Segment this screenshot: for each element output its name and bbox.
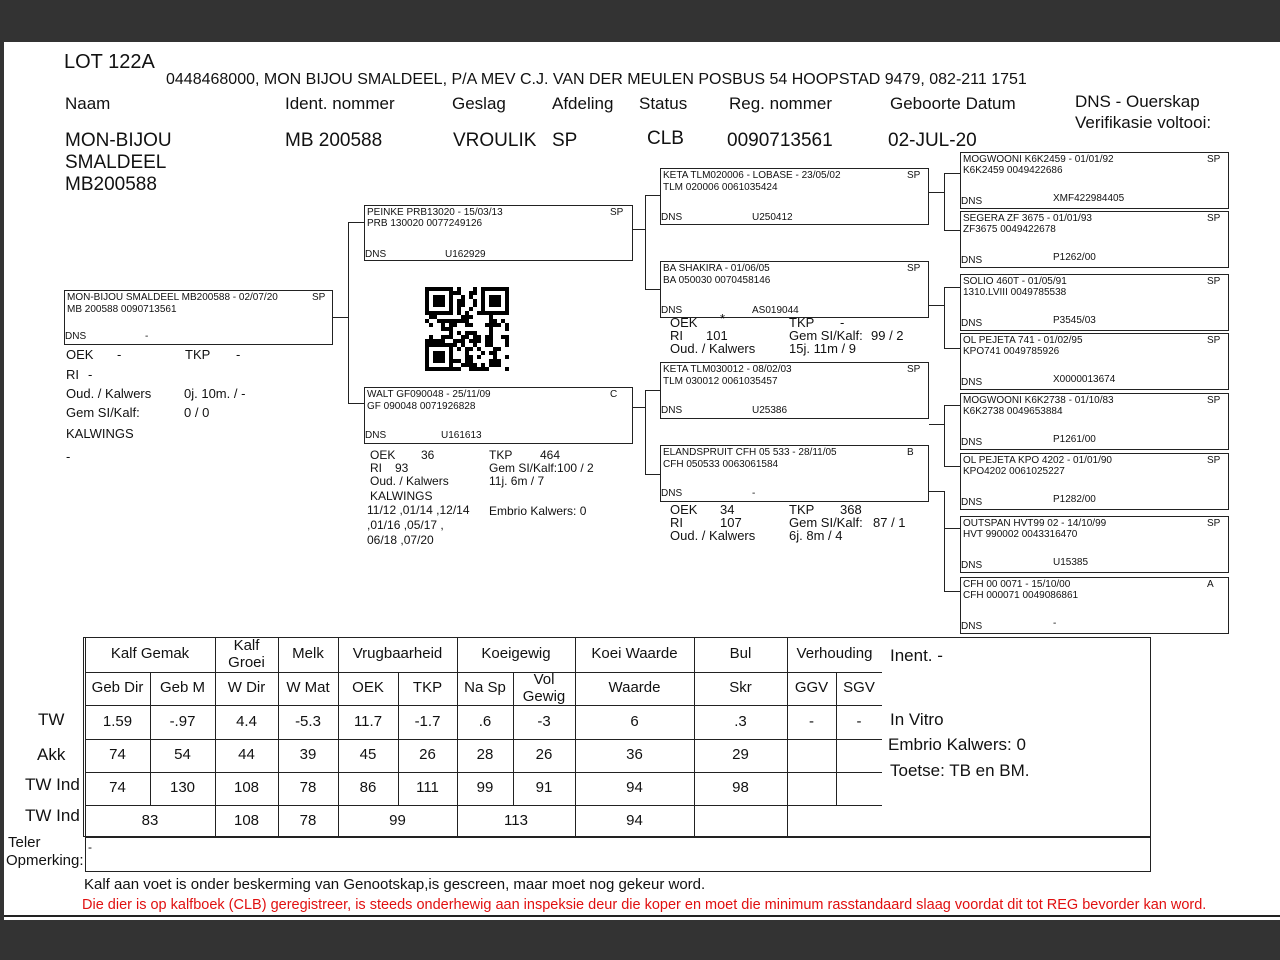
dam-kalwings-3: 06/18 ,07/20 <box>367 533 434 547</box>
self-dns-label: DNS <box>65 331 87 342</box>
ggp-ids: ZF3675 0049422678 <box>963 224 1056 235</box>
table-cell-tw: 11.7 <box>353 712 383 730</box>
gp2-title: BA SHAKIRA - 01/06/05 <box>663 263 770 274</box>
ggp-title: SEGERA ZF 3675 - 01/01/93 <box>963 213 1092 224</box>
dam-gem: Gem SI/Kalf:100 / 2 <box>489 461 594 475</box>
table-cell-tw: -.97 <box>169 712 196 730</box>
table-cell-twind: 99 <box>476 779 494 797</box>
pedigree-ggp-box <box>960 577 1229 634</box>
dam-tag: C <box>610 389 618 400</box>
toetse-label: Toetse: TB en BM. <box>890 761 1030 780</box>
ggp-tag: SP <box>1207 518 1221 529</box>
self-oek: - <box>117 347 122 362</box>
connector <box>944 173 945 231</box>
ggp-ids: KPO4202 0061025227 <box>963 466 1065 477</box>
connector <box>645 390 646 475</box>
connector <box>348 403 364 404</box>
ggp-dns-value: - <box>1053 618 1057 629</box>
ggp-ids: CFH 000071 0049086861 <box>963 590 1079 601</box>
ggp-title: OL PEJETA 741 - 01/02/95 <box>963 335 1083 346</box>
label-naam: Naam <box>65 94 111 113</box>
pedigree-gp4-box <box>660 445 929 502</box>
table-cell-tw: .3 <box>734 712 747 730</box>
gp4-oek-label: OEK <box>670 502 698 517</box>
table-cell-twind: 91 <box>535 779 553 797</box>
ggp-tag: SP <box>1207 154 1221 165</box>
gp4-oud-label: Oud. / Kalwers <box>670 528 756 543</box>
gp3-ids: TLM 030012 0061035457 <box>663 376 778 387</box>
gp4-dns-label: DNS <box>661 488 683 499</box>
table-cell-akk: 39 <box>299 746 317 764</box>
connector <box>632 229 646 230</box>
connector <box>632 407 646 408</box>
gp3-tag: SP <box>907 364 921 375</box>
pedigree-gp1-box <box>660 168 929 225</box>
ggp-dns-label: DNS <box>961 377 983 388</box>
table-sub-header: Geb M <box>159 679 205 697</box>
connector <box>348 222 364 223</box>
pedigree-ggp-box <box>960 516 1229 573</box>
self-kalwings-value: - <box>66 449 71 464</box>
pedigree-ggp-box <box>960 393 1229 450</box>
ggp-dns-label: DNS <box>961 621 983 632</box>
table-cell-akk <box>787 739 836 772</box>
sire-title: PEINKE PRB13020 - 15/03/13 <box>367 207 503 218</box>
table-cell-twind-merged: 94 <box>626 811 643 829</box>
bottom-rule <box>4 915 1280 917</box>
self-dns-value: - <box>145 331 149 342</box>
ggp-title: OL PEJETA KPO 4202 - 01/01/90 <box>963 455 1112 466</box>
table-cell-twind <box>787 772 836 805</box>
animal-ident: MB 200588 <box>285 130 383 151</box>
animal-status: CLB <box>647 128 684 149</box>
sire-ids: PRB 130020 0077249126 <box>367 218 483 229</box>
ggp-ids: HVT 990002 0043316470 <box>963 529 1078 540</box>
table-sub-header: Na Sp <box>464 679 506 697</box>
row-label-twind: TW Ind <box>25 775 80 794</box>
table-cell-tw: 1.59 <box>102 712 133 730</box>
opmerking-box <box>85 837 1151 872</box>
dam-ids: GF 090048 0071926828 <box>367 401 476 412</box>
connector <box>944 405 945 467</box>
ggp-ids: 1310.LVIII 0049785538 <box>963 287 1067 298</box>
gp2-gem: 99 / 2 <box>871 328 904 343</box>
ggp-tag: SP <box>1207 455 1221 466</box>
table-cell-akk: 54 <box>174 746 191 764</box>
table-sub-header: SGV <box>843 679 875 697</box>
ggp-dns-label: DNS <box>961 255 983 266</box>
label-verifikasie: Verifikasie voltooi: <box>1075 113 1212 132</box>
sire-dns-label: DNS <box>365 249 387 260</box>
connector <box>944 591 960 592</box>
lot-number: LOT 122A <box>64 51 155 73</box>
table-group-header: Verhouding <box>796 645 873 663</box>
connector <box>333 317 349 318</box>
animal-birth: 02-JUL-20 <box>888 130 977 151</box>
dam-dns-label: DNS <box>365 430 387 441</box>
ggp-title: MOGWOONI K6K2459 - 01/01/92 <box>963 154 1114 165</box>
connector <box>645 289 660 290</box>
connector <box>944 348 960 349</box>
ggp-tag: SP <box>1207 213 1221 224</box>
gp2-oud-label: Oud. / Kalwers <box>670 341 756 356</box>
animal-name-2: SMALDEEL <box>65 152 167 173</box>
label-status: Status <box>639 94 688 113</box>
self-ids: MB 200588 0090713561 <box>67 304 177 315</box>
label-reg: Reg. nommer <box>729 94 832 113</box>
gp4-tkp-label: TKP <box>789 502 815 517</box>
table-cell-akk: 26 <box>419 746 436 764</box>
label-afdeling: Afdeling <box>552 94 614 113</box>
table-cell-akk: 74 <box>109 746 126 764</box>
ggp-title: CFH 00 0071 - 15/10/00 <box>963 579 1071 590</box>
table-cell-twind-merged: 78 <box>299 811 317 829</box>
pedigree-self-box <box>64 290 333 345</box>
ggp-dns-value: X0000013674 <box>1053 374 1116 385</box>
table-cell-tw: .6 <box>478 712 492 730</box>
dam-embrio: Embrio Kalwers: 0 <box>489 504 587 518</box>
table-cell-tw: -1.7 <box>414 712 441 730</box>
gp4-tag: B <box>907 447 914 458</box>
connector <box>944 405 960 406</box>
gp3-dns-value: U25386 <box>752 405 788 416</box>
row-label-tw: TW <box>38 710 65 729</box>
table-cell-akk: 28 <box>476 746 494 764</box>
gp4-ids: CFH 050533 0063061584 <box>663 459 779 470</box>
pedigree-ggp-box <box>960 152 1229 209</box>
connector <box>944 173 960 174</box>
ggp-dns-value: P1261/00 <box>1053 434 1096 445</box>
animal-afdeling: SP <box>552 130 578 151</box>
connector <box>645 195 646 290</box>
table-cell-twind: 74 <box>109 779 126 797</box>
gp4-oek: 34 <box>720 502 735 517</box>
ggp-tag: SP <box>1207 335 1221 346</box>
pedigree-dam-box <box>364 387 633 444</box>
ggp-dns-label: DNS <box>961 318 983 329</box>
ggp-ids: K6K2459 0049422686 <box>963 165 1063 176</box>
ggp-dns-value: P3545/03 <box>1053 315 1096 326</box>
table-cell-akk: 45 <box>359 746 377 764</box>
table-cell-tw: -3 <box>537 712 551 730</box>
table-cell-twind-merged: 99 <box>389 811 406 829</box>
ggp-dns-value: P1262/00 <box>1053 252 1096 263</box>
footer-note: Kalf aan voet is onder beskerming van Genootskap,is gescreen, maar moet nog gekeur word. <box>84 876 706 893</box>
row-label-akk: Akk <box>37 745 66 764</box>
dam-tkp-label: TKP <box>489 448 513 462</box>
table-cell-tw: -5.3 <box>295 712 321 730</box>
ggp-title: MOGWOONI K6K2738 - 01/10/83 <box>963 395 1114 406</box>
ggp-dns-label: DNS <box>961 437 983 448</box>
animal-name-1: MON-BIJOU <box>65 130 172 151</box>
connector <box>944 230 960 231</box>
dam-ri-label: RI <box>370 461 382 475</box>
table-sub-header: Vol Gewig <box>522 671 566 705</box>
gp1-ids: TLM 020006 0061035424 <box>663 182 778 193</box>
invitro-label: In Vitro <box>890 710 944 729</box>
gp4-ri: 107 <box>720 515 742 530</box>
table-cell-tw: 6 <box>630 712 639 730</box>
opmerking-label: Opmerking: <box>6 852 84 869</box>
table-cell-twind-merged: 83 <box>141 811 159 829</box>
animal-sex: VROULIK <box>453 130 537 151</box>
ggp-dns-label: DNS <box>961 560 983 571</box>
connector <box>348 222 349 404</box>
table-group-header: Koeigewig <box>481 645 551 663</box>
gp2-ri: 101 <box>706 328 728 343</box>
connector <box>929 192 945 193</box>
gp4-gem-label: Gem SI/Kalf: <box>789 515 863 530</box>
table-cell-tw: - <box>856 712 862 730</box>
dam-oek: 36 <box>421 448 435 462</box>
dam-tkp: 464 <box>540 448 561 462</box>
connector <box>929 305 945 306</box>
connector <box>645 474 660 475</box>
gp3-title: KETA TLM030012 - 08/02/03 <box>663 364 792 375</box>
connector <box>944 287 945 349</box>
table-cell-twind <box>836 772 882 805</box>
gp2-dns-label: DNS <box>661 305 683 316</box>
connector <box>645 390 660 391</box>
dam-oek-label: OEK <box>370 448 396 462</box>
gp3-dns-label: DNS <box>661 405 683 416</box>
label-geboorte: Geboorte Datum <box>890 94 1016 113</box>
ggp-tag: SP <box>1207 276 1221 287</box>
ggp-dns-label: DNS <box>961 196 983 207</box>
gp4-gem: 87 / 1 <box>873 515 906 530</box>
connector <box>944 491 945 592</box>
table-cell-twind: 111 <box>416 779 439 797</box>
self-tag: SP <box>312 292 326 303</box>
gp2-ids: BA 050030 0070458146 <box>663 275 771 286</box>
pedigree-gp3-box <box>660 362 929 419</box>
gp2-dns-value: AS019044 <box>752 305 799 316</box>
table-cell-twind: 130 <box>169 779 196 797</box>
embrio-label: Embrio Kalwers: 0 <box>888 735 1026 754</box>
table-sub-header: TKP <box>412 679 443 697</box>
table-sub-header: Waarde <box>608 679 661 697</box>
table-cell-twind: 86 <box>359 779 377 797</box>
self-ri-label: RI <box>66 367 79 382</box>
ggp-title: OUTSPAN HVT99 02 - 14/10/99 <box>963 518 1107 529</box>
gp2-oek: * <box>720 311 726 326</box>
self-gem: 0 / 0 <box>184 405 210 420</box>
ggp-tag: SP <box>1207 395 1221 406</box>
table-sub-header: OEK <box>352 679 384 697</box>
pedigree-ggp-box <box>960 453 1229 510</box>
gp2-oek-label: OEK <box>670 315 698 330</box>
owner-line: 0448468000, MON BIJOU SMALDEEL, P/A MEV C.J. VAN DER MEULEN POSBUS 54 HOOPSTAD 9479, 082-211 1751 <box>166 71 1027 88</box>
table-sub-header: W Mat <box>286 679 330 697</box>
pedigree-ggp-box <box>960 274 1229 331</box>
pedigree-ggp-box <box>960 211 1229 268</box>
ggp-ids: KPO741 0049785926 <box>963 346 1060 357</box>
table-sub-header: W Dir <box>227 679 266 697</box>
ggp-tag: A <box>1207 579 1214 590</box>
row-label-twind-2: TW Ind <box>25 806 80 825</box>
pedigree-gp2-box <box>660 261 929 318</box>
ggp-dns-value: P1282/00 <box>1053 494 1096 505</box>
footer-warning: Die dier is op kalfboek (CLB) geregistreer, is steeds onderhewig aan inspeksie deur die koper en moet die minimum rasstandaard slaag voordat dit tot REG bevorder kan word. <box>82 897 1207 913</box>
connector <box>944 287 960 288</box>
label-ident: Ident. nommer <box>285 94 395 113</box>
table-group-header: Koei Waarde <box>591 645 678 663</box>
table-cell-akk: 29 <box>732 746 749 764</box>
animal-name-3: MB200588 <box>65 174 157 195</box>
gp2-ri-label: RI <box>670 328 683 343</box>
table-group-header: Melk <box>292 645 324 663</box>
label-geslag: Geslag <box>452 94 506 113</box>
dam-dns-value: U161613 <box>441 430 482 441</box>
self-title: MON-BIJOU SMALDEEL MB200588 - 02/07/20 <box>67 292 278 303</box>
ggp-ids: K6K2738 0049653884 <box>963 406 1063 417</box>
table-cell-twind: 98 <box>732 779 749 797</box>
animal-reg: 0090713561 <box>727 130 833 151</box>
table-cell-twind-merged: 108 <box>233 811 260 829</box>
gp2-gem-label: Gem SI/Kalf: <box>789 328 863 343</box>
pedigree-sire-box <box>364 205 633 261</box>
self-ri: - <box>88 367 93 382</box>
gp2-tkp: - <box>840 315 845 330</box>
teler-label: Teler <box>8 834 41 851</box>
gp1-dns-value: U250412 <box>752 212 793 223</box>
gp2-oud: 15j. 11m / 9 <box>789 341 856 356</box>
gp2-tkp-label: TKP <box>789 315 815 330</box>
ggp-dns-value: XMF422984405 <box>1053 193 1125 204</box>
gp1-dns-label: DNS <box>661 212 683 223</box>
table-cell-akk: 44 <box>238 746 255 764</box>
dam-oud: 11j. 6m / 7 <box>489 474 545 488</box>
gp1-title: KETA TLM020006 - LOBASE - 23/05/02 <box>663 170 841 181</box>
table-cell-twind: 94 <box>626 779 643 797</box>
opmerking-value: - <box>88 840 92 854</box>
table-cell-twind: 78 <box>299 779 317 797</box>
gp4-dns-value: - <box>752 488 756 499</box>
self-gem-label: Gem SI/Kalf: <box>66 405 140 420</box>
dam-kalwings: KALWINGS <box>370 489 433 503</box>
gp4-tkp: 368 <box>840 502 862 517</box>
table-group-header: Kalf Gemak <box>110 645 190 663</box>
info-panel <box>882 637 1151 837</box>
self-oud-label: Oud. / Kalwers <box>66 386 152 401</box>
sire-dns-value: U162929 <box>445 249 486 260</box>
ggp-title: SOLIO 460T - 01/05/91 <box>963 276 1067 287</box>
connector <box>944 466 960 467</box>
self-tkp: - <box>236 347 241 362</box>
inent-label: Inent. - <box>890 646 943 665</box>
connector <box>645 195 660 196</box>
connector <box>944 528 960 529</box>
table-group-header: Bul <box>729 645 752 663</box>
self-kalwings: KALWINGS <box>66 426 134 441</box>
table-cell-akk <box>836 739 882 772</box>
dam-kalwings-1: 11/12 ,01/14 ,12/14 <box>367 503 470 517</box>
gp4-oud: 6j. 8m / 4 <box>789 528 843 543</box>
ggp-dns-label: DNS <box>961 497 983 508</box>
dam-oud-label: Oud. / Kalwers <box>370 474 449 488</box>
connector <box>929 491 945 492</box>
gp4-ri-label: RI <box>670 515 683 530</box>
table-sub-header: Skr <box>729 679 752 697</box>
gp1-tag: SP <box>907 170 921 181</box>
connector <box>929 424 945 425</box>
table-cell-tw: - <box>809 712 814 730</box>
table-cell-akk: 36 <box>626 746 643 764</box>
gp2-tag: SP <box>907 263 921 274</box>
pedigree-ggp-box <box>960 333 1229 390</box>
table-cell-twind-merged: 113 <box>504 811 528 829</box>
qr-code <box>424 287 510 371</box>
self-tkp-label: TKP <box>185 347 211 362</box>
table-group-header: Kalf Groei <box>228 637 265 671</box>
table-sub-header: GGV <box>794 679 829 697</box>
self-oek-label: OEK <box>66 347 94 362</box>
ggp-dns-value: U15385 <box>1053 557 1089 568</box>
table-group-header: Vrugbaarheid <box>352 645 443 663</box>
label-dns: DNS - Ouerskap <box>1075 92 1200 111</box>
sire-tag: SP <box>610 207 624 218</box>
table-cell-akk: 26 <box>535 746 553 764</box>
dam-title: WALT GF090048 - 25/11/09 <box>367 389 491 400</box>
table-sub-header: Geb Dir <box>91 679 144 697</box>
self-oud: 0j. 10m. / - <box>184 386 246 401</box>
table-cell-twind: 108 <box>233 779 260 797</box>
table-cell-tw: 4.4 <box>236 712 257 730</box>
dam-ri: 93 <box>395 461 409 475</box>
gp4-title: ELANDSPRUIT CFH 05 533 - 28/11/05 <box>663 447 837 458</box>
dam-kalwings-2: ,01/16 ,05/17 , <box>367 518 444 532</box>
